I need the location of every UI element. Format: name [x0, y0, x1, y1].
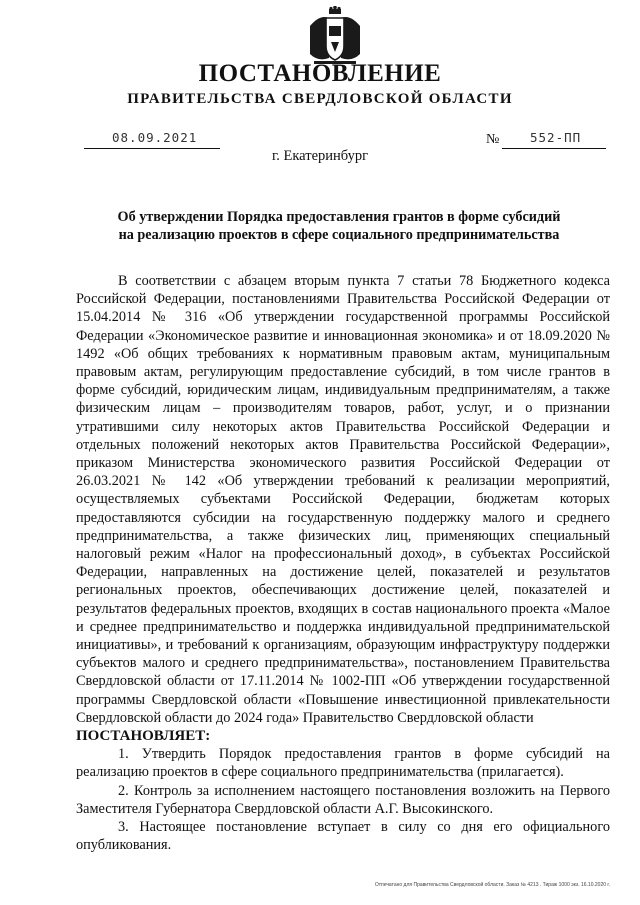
document-body: [76, 272, 610, 855]
heading-line: на реализацию проектов в сфере социального предпринимательства: [118, 227, 560, 243]
document-heading: [96, 208, 582, 244]
city-label: г. Екатеринбург: [271, 148, 369, 164]
resolution-item: 1. Утвердить Порядок предоставления грантов в форме субсидий на реализацию проектов в сфере социального предпринимательства (прилагается).: [76, 746, 610, 781]
issuer-subtitle: ПРАВИТЕЛЬСТВА СВЕРДЛОВСКОЙ ОБЛАСТИ: [127, 91, 513, 107]
heading-line: Об утверждении Порядка предоставления грантов в форме субсидий: [117, 209, 561, 225]
document-type-title: ПОСТАНОВЛЕНИЕ: [198, 60, 442, 87]
document-date: 08.09.2021: [112, 130, 198, 145]
resolution-item: 2. Контроль за исполнением настоящего постановления возложить на Первого Заместителя Губернатора Свердловской области А.Г. Высокинского.: [76, 782, 610, 817]
document-number: 552-ПП: [530, 130, 582, 145]
preamble-paragraph: В соответствии с абзацем вторым пункта 7 статьи 78 Бюджетного кодекса Российской Федерации, постановлениями Правительства Российской Федерации от 15.04.2014 № 316 «Об утверждении государственной программы Российской Федерации «Экономическое развитие и инновационная экономика» и от 18.09.2020 № 1492 «Об общих требованиях к нормативным правовым актам, муниципальным правовым актам, регулирующим предоставление субсидий, в том числе грантов в форме субсидий, юридическим лицам, индивидуальным предпринимателям, а также физическим лицам – производителям товаров, работ, услуг, и о признании утратившими силу некоторых актов Правительства Российской Федерации и отдельных положений некоторых актов Правительства Российской Федерации», приказом Министерства экономического развития Российской Федерации от 26.03.2021 № 142 «Об утверждении требований к реализации мероприятий, осуществляемых субъектами Российской Федерации, бюджетам которых предоставляются субсидии на государственную поддержку малого и среднего предпринимательства, а также физических лиц, применяющих специальный налоговый режим «Налог на профессиональный доход», в субъектах Российской Федерации, направленных на достижение целей, показателей и результатов региональных проектов, обеспечивающих достижение целей, показателей и результатов федеральных проектов, входящих в состав национального проекта «Малое и среднее предпринимательство и поддержка индивидуальной предпринимательской инициативы», и требований к организациям, образующим инфраструктуру поддержки субъектов малого и среднего предпринимательства», постановлением Правительства Свердловской области от 17.11.2014 № 1002-ПП «Об утверждении государственной программы Свердловской области «Повышение инвестиционной привлекательности Свердловской области до 2024 года» Правительство Свердловской области: [76, 273, 610, 726]
resolves-label: ПОСТАНОВЛЯЕТ:: [76, 728, 211, 745]
resolution-item: 3. Настоящее постановление вступает в силу со дня его официального опубликования.: [76, 819, 610, 854]
number-sign: №: [486, 132, 500, 147]
coat-of-arms-icon: [302, 6, 368, 66]
print-note: Отпечатано для Правительства Свердловской области. Заказ № 4213 . Тираж 1000 экз. 16.10.2020 г.: [374, 882, 610, 888]
